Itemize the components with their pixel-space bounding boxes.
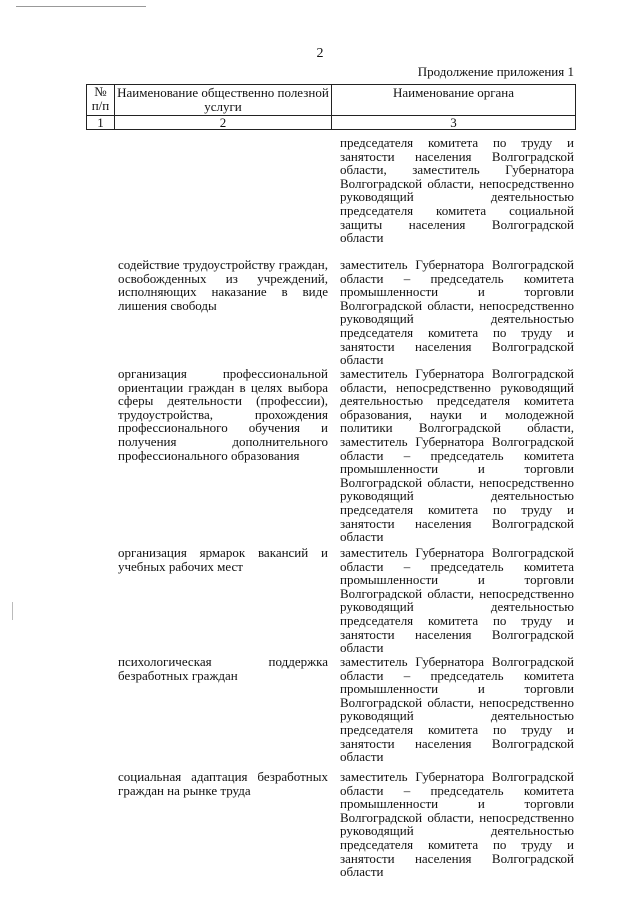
organ-cell: заместитель Губернатора Волгоградской области – председатель комитета промышленности и торговли Волгоградской области, непосредственно руководящий деятельностью председателя комитета по труду и занятости населения Волгоградской области [340,545,574,656]
page-number: 2 [316,46,324,61]
organ-cell: председателя комитета по труду и занятости населения Волгоградской области, заместитель Губернатора Волгоградской области, непосредственно руководящий деятельностью председателя комитета социальной защиты населения Волгоградской области [340,135,574,246]
organ-cell: заместитель Губернатора Волгоградской области – председатель комитета промышленности и торговли Волгоградской области, непосредственно руководящий деятельностью председателя комитета по труду и занятости населения Волгоградской области [340,257,574,368]
header-number: № п/п [87,85,115,115]
organ-cell: заместитель Губернатора Волгоградской области, непосредственно руководящий деятельностью председателя комитета образования, науки и молодежной политики Волгоградской области, заместитель Губернатора Волгоградской области – председатель комитета промышленности и торговли Волгоградской области, непосредственно руководящий деятельностью председателя комитета по труду и занятости населения Волгоградской области [340,366,574,545]
column-number: 2 [115,116,332,129]
column-number: 3 [450,115,457,130]
header-organ-name: Наименование органа [392,85,515,100]
organ-cell: заместитель Губернатора Волгоградской области – председатель комитета промышленности и торговли Волгоградской области, непосредственно руководящий деятельностью председателя комитета по труду и занятости населения Волгоградской области [340,654,574,765]
appendix-continuation-label: Продолжение приложения 1 [417,64,574,79]
column-number: 1 [87,116,115,129]
service-cell: содействие трудоустройству граждан, освобожденных из учреждений, исполняющих наказание в виде лишения свободы [118,257,328,313]
service-cell: социальная адаптация безработных граждан на рынке труда [118,769,328,798]
table-header [86,84,576,116]
column-numbers-row [86,116,576,130]
service-cell: организация ярмарок вакансий и учебных рабочих мест [118,545,328,574]
header-service-name: Наименование общественно полезной услуги [115,85,332,115]
scan-edge-mark [16,6,146,7]
service-cell: психологическая поддержка безработных граждан [118,654,328,683]
scan-margin-mark [12,602,14,620]
services-table [86,84,576,880]
service-cell: организация профессиональной ориентации граждан в целях выбора сферы деятельности (профессии), трудоустройства, прохождения профессионального обучения и получения дополнительного профессионального образования [118,366,328,463]
organ-cell: заместитель Губернатора Волгоградской области – председатель комитета промышленности и торговли Волгоградской области, непосредственно руководящий деятельностью председателя комитета по труду и занятости населения Волгоградской области [340,769,574,880]
